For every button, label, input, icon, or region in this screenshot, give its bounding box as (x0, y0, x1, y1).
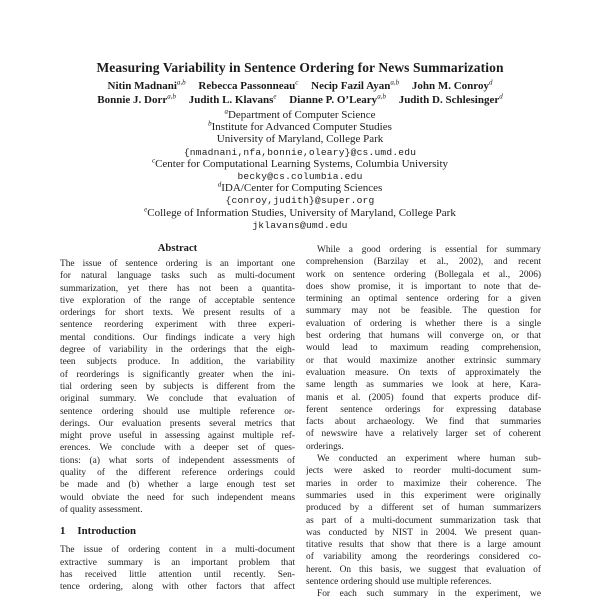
text-line: produced by a different set of human summarizers (306, 503, 541, 514)
author-text: Judith L. Klavans (188, 93, 274, 106)
text-line: maries in order to maximize their coherence. The (306, 478, 541, 489)
section-number: 1 (60, 525, 66, 538)
author-text: Judith D. Schlesinger (398, 93, 500, 106)
text-line: best ordering that humans will converge on, or that (306, 331, 541, 342)
text-line: facts about archaeology. We find that summaries (306, 417, 541, 428)
affiliation-line (0, 182, 600, 194)
author-text: Dianne P. O’Leary (289, 93, 378, 106)
text-line: does show promise, it is important to note that de- (306, 281, 541, 292)
author-name (289, 91, 386, 106)
text-line: We conducted an experiment where human sub- (317, 454, 541, 465)
author-affiliation-superscript: a,b (390, 78, 400, 87)
author-affiliation-superscript: e (273, 91, 277, 100)
text-line: was conducted by NIST in 2004. We present quan- (306, 527, 541, 538)
body-paragraph (306, 453, 541, 588)
text-line: orderings for short texts. We present results of a (60, 308, 295, 319)
email-text: {nmadnani,nfa,bonnie,oleary}@cs.umd.edu (183, 146, 417, 158)
section-heading-introduction (60, 525, 295, 537)
body-paragraph (306, 244, 541, 453)
affiliation-superscript: e (144, 204, 148, 213)
affiliation-text: University of Maryland, College Park (216, 133, 384, 146)
text-line: titative results that show that there is a large amount (306, 540, 541, 551)
text-line: or that would maximize another extrinsic summary (306, 355, 541, 366)
affiliation-line (0, 146, 600, 158)
affiliation-line (0, 158, 600, 170)
author-text: John M. Conroy (411, 80, 489, 92)
author-affiliation-superscript: d (488, 78, 493, 87)
author-name (412, 80, 493, 92)
text-line: as part of a multi-document summarization task that (306, 515, 541, 526)
left-column (60, 242, 295, 593)
affiliation-text: College of Information Studies, University of Maryland, College Park (147, 206, 456, 219)
text-line: summary may not be feasible. The question for (306, 306, 541, 317)
author-name (188, 91, 277, 106)
affiliation-block (0, 109, 600, 231)
author-affiliation-superscript: a,b (176, 78, 186, 87)
text-line: tions: (a) what sorts of independent assessments of (60, 455, 295, 466)
text-line: be made and (b) whether a large enough test set (60, 480, 295, 491)
author-text: Bonnie J. Dorr (97, 93, 168, 106)
text-line: The issue of ordering content in a multi-document (60, 545, 295, 556)
text-line: of reorderings is significantly greater when the ini- (60, 369, 295, 380)
text-line: tence ordering, along with other factors that affect (60, 582, 295, 593)
affiliation-superscript: a (224, 107, 228, 116)
text-line: work on sentence ordering (Bollegala et al., 2006) (306, 269, 541, 280)
affiliation-line (0, 133, 600, 145)
author-row-2 (0, 91, 600, 108)
text-line: herent. On this basis, we suggest that evaluation of (306, 564, 541, 575)
text-line: orderings. (306, 441, 344, 452)
affiliation-line (0, 219, 600, 231)
author-name (108, 80, 186, 92)
text-line: derings. Our evaluation presents several metrics that (60, 418, 295, 429)
introduction-paragraph (60, 544, 295, 593)
affiliation-line (0, 194, 600, 206)
text-line: summaries used in this experiment were originally (306, 490, 541, 501)
section-title: Introduction (77, 525, 137, 538)
text-line: original summary. We conclude that evaluation of (60, 394, 295, 405)
text-line: extractive summary is an important problem that (60, 557, 295, 568)
text-line: teen subjects produce. In addition, the variability (60, 357, 295, 368)
email-text: becky@cs.columbia.edu (237, 170, 363, 182)
author-text: Nitin Madnani (107, 80, 177, 92)
author-name (311, 80, 399, 92)
text-line: would lead to maximum reading comprehension, (306, 343, 541, 354)
abstract-paragraph (60, 258, 295, 516)
author-name (398, 91, 503, 106)
text-line: evaluation of ordering is whether there is a single (306, 318, 541, 329)
text-line: While a good ordering is essential for summary (317, 245, 541, 255)
text-line: might prove useful in assessing against multiple ref- (60, 431, 295, 442)
text-line: termining an optimal sentence ordering for a given (306, 294, 541, 305)
text-line: quality of the different reference orderings could (60, 468, 295, 479)
affiliation-line (0, 170, 600, 182)
author-text: Rebecca Passonneau (198, 80, 296, 92)
email-text: {conroy,judith}@super.org (225, 195, 375, 207)
paper-title: Measuring Variability in Sentence Ordering for News Summarization (96, 60, 504, 75)
author-text: Necip Fazil Ayan (311, 80, 391, 92)
text-line: has received little attention until recently. Sen- (60, 569, 295, 580)
text-line: ferent sentence orderings for expressing database (306, 404, 541, 415)
author-block (0, 80, 600, 107)
text-line: erences. We conclude with a deeper set of ques- (60, 443, 295, 454)
email-text: jklavans@umd.edu (252, 219, 348, 231)
affiliation-line (0, 204, 600, 219)
affiliation-superscript: c (151, 156, 156, 165)
text-line: of newswire have a relatively larger set of coherent (306, 429, 541, 440)
text-line: of variability among the reorderings considered co- (306, 552, 541, 563)
text-line: sentence ordering should use multiple references. (306, 577, 492, 588)
text-line: would obviate the need for such independent means (60, 492, 295, 503)
text-line: degree of variability in the orderings that the eigh- (60, 345, 295, 356)
affiliation-superscript: d (217, 180, 222, 189)
author-row-1 (0, 80, 600, 94)
body-paragraph (306, 588, 541, 600)
text-line: tial ordering seen by subjects is different from the (60, 381, 295, 392)
text-line: jects were asked to reorder multi-document sum- (306, 466, 541, 477)
affiliation-text: Institute for Advanced Computer Studies (211, 121, 392, 134)
text-line: mental conditions. Our findings indicate a very high (60, 332, 295, 343)
affiliation-text: Center for Computational Learning Systems, Columbia University (155, 157, 449, 170)
text-line: summarization, yet there has not been a quantita- (60, 283, 295, 294)
text-line: for natural language tasks such as multi-document (60, 271, 295, 282)
affiliation-line (0, 109, 600, 121)
right-column (306, 244, 541, 601)
text-line: The issue of sentence ordering is an important one (60, 259, 295, 269)
affiliation-text: Department of Computer Science (227, 109, 376, 121)
affiliation-text: IDA/Center for Computing Sciences (221, 182, 383, 195)
text-line: evaluation measure. On texts of approximately the (306, 367, 541, 378)
text-line: manis et al. (2005) found that experts produce dif- (306, 392, 541, 403)
author-name (198, 80, 298, 92)
text-line: tive exploration of the range of acceptable sentence (60, 295, 295, 306)
text-line: sentence ordering should use multiple reference or- (60, 406, 295, 417)
text-line: For each such summary in the experiment, we (317, 589, 541, 600)
author-affiliation-superscript: d (499, 91, 503, 100)
affiliation-superscript: b (208, 119, 212, 128)
text-line: of quality assessment. (60, 504, 143, 515)
abstract-heading: Abstract (157, 243, 198, 254)
author-affiliation-superscript: a,b (167, 91, 176, 100)
text-line: same length as summaries we look at here, Kara- (306, 380, 541, 391)
text-line: comprehension (Barzilay et al., 2002), and recent (306, 257, 541, 268)
affiliation-line (0, 121, 600, 133)
text-line: sentence reordering experiment with three experi- (60, 320, 295, 331)
author-affiliation-superscript: a,b (377, 91, 386, 100)
author-affiliation-superscript: c (295, 78, 299, 87)
author-name (97, 91, 176, 106)
